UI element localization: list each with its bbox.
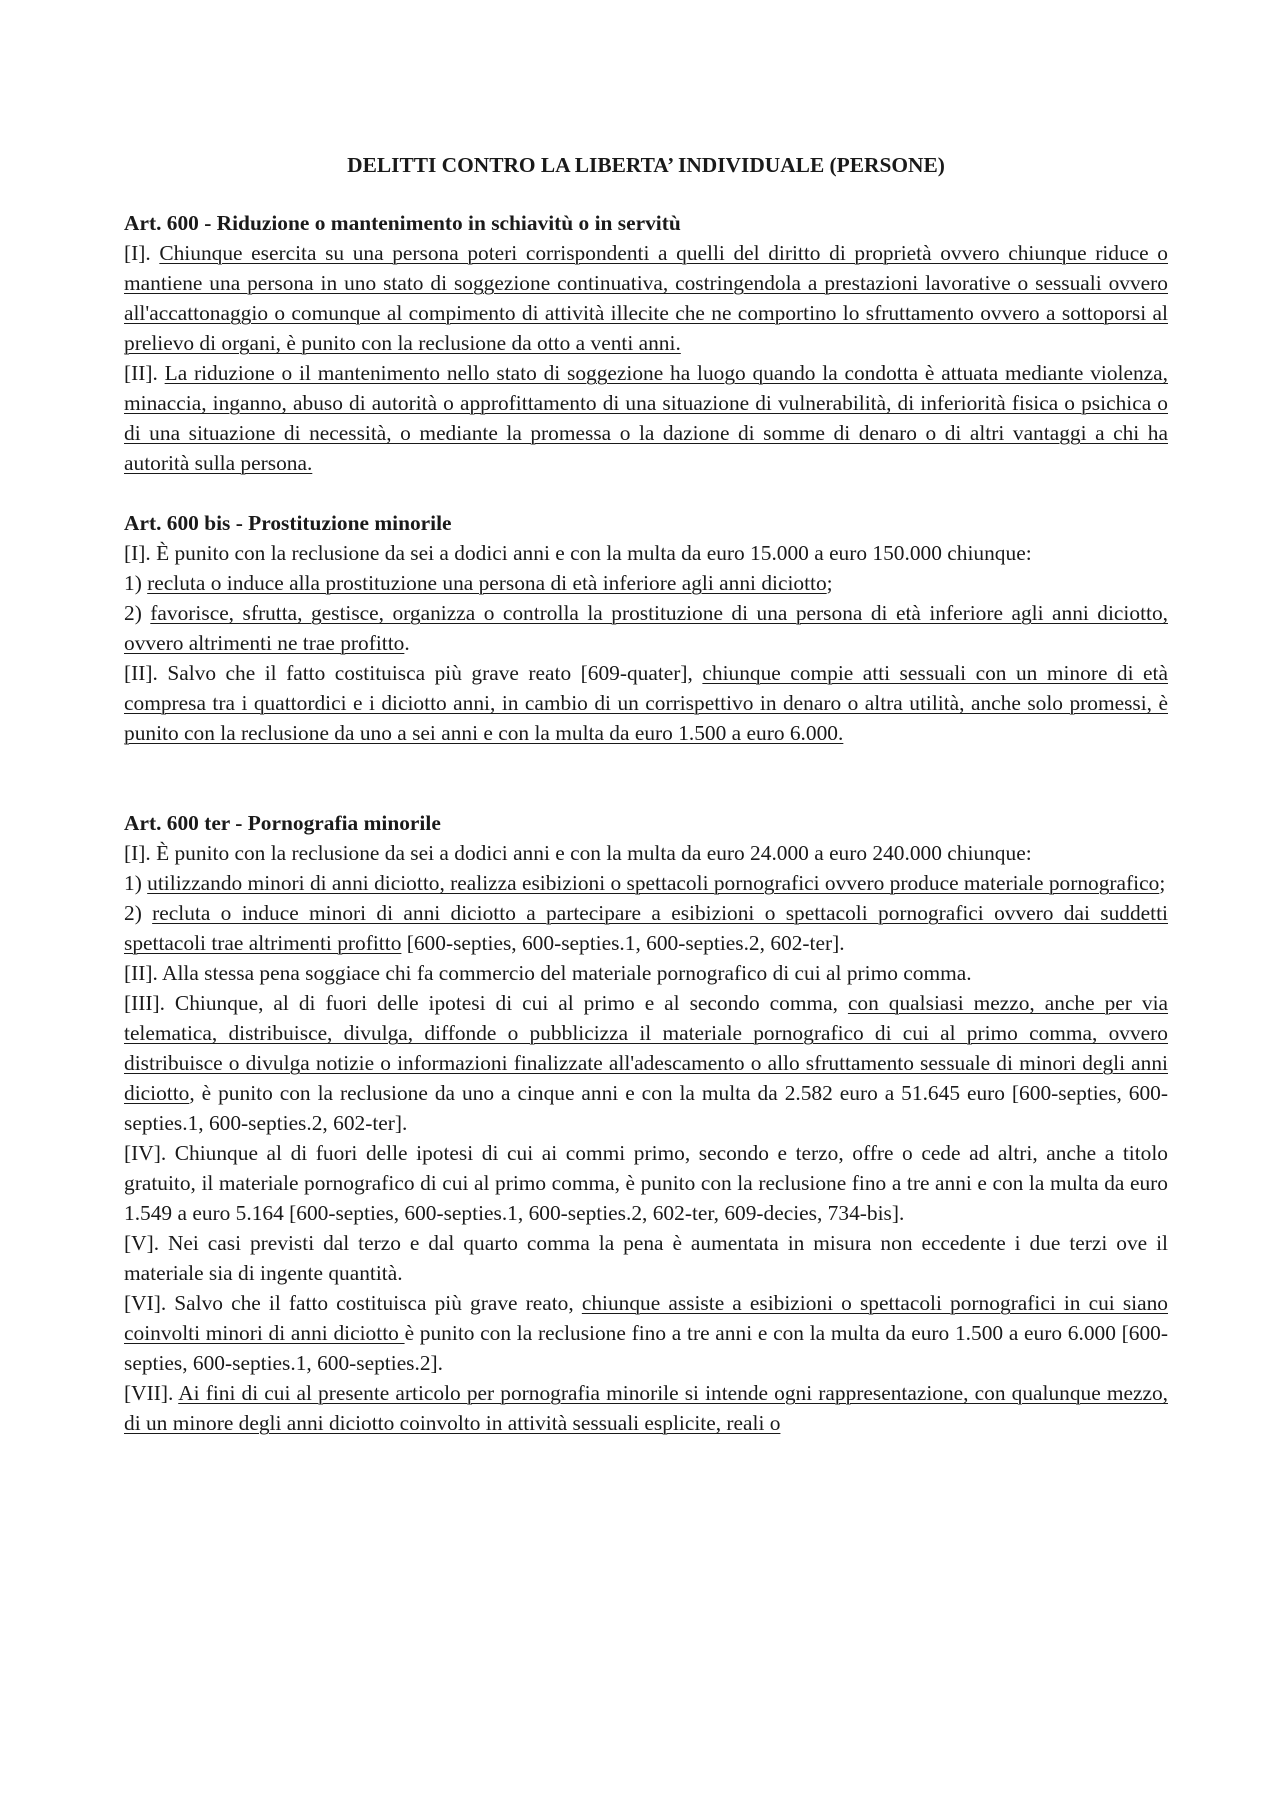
paragraph-label: [II]. [124,361,165,385]
underlined-text: utilizzando minori di anni diciotto, realizza esibizioni o spettacoli pornografici ovvero produce materiale pornografico [147,871,1160,895]
list-item-label: 2) [124,901,153,925]
underlined-text: Chiunque esercita su una persona poteri corrispondenti a quelli del diritto di proprietà ovvero chiunque riduce o mantiene una persona in uno stato di soggezione continuativa, costringendola a prestazioni lavorative o sessuali ovvero all'accattonaggio o comunque al compimento di attività illecite che ne comportino lo sfruttamento ovvero a sottoporsi al prelievo di organi, è punito con la reclusione da otto a venti anni. [124,241,1168,355]
document-title: DELITTI CONTRO LA LIBERTA’ INDIVIDUALE (PERSONE) [347,153,945,177]
paragraph [124,358,1168,478]
paragraph: [V]. Nei casi previsti dal terzo e dal quarto comma la pena è aumentata in misura non eccedente i due terzi ove il materiale sia di ingente quantità. [124,1231,1168,1285]
text: , è punito con la reclusione da uno a cinque anni e con la multa da 2.582 euro a 51.645 euro [600-septies, 600-septies.1, 600-septies.2, 602-ter]. [124,1081,1168,1135]
list-item [124,898,1168,958]
paragraph-label: [I]. [124,241,160,265]
article-600 [124,208,1168,478]
paragraph [124,1288,1168,1378]
underlined-text: recluta o induce alla prostituzione una persona di età inferiore agli anni diciotto [147,571,827,595]
text: ; [1159,871,1166,895]
paragraph: [I]. È punito con la reclusione da sei a dodici anni e con la multa da euro 24.000 a euro 240.000 chiunque: [124,841,1032,865]
list-item [124,568,1168,598]
text: [II]. Salvo che il fatto costituisca più grave reato [609-quater], [124,661,703,685]
underlined-text: La riduzione o il mantenimento nello stato di soggezione ha luogo quando la condotta è attuata mediante violenza, minaccia, inganno, abuso di autorità o approfittamento di una situazione di vulnerabilità, di inferiorità fisica o psichica o di una situazione di necessità, o mediante la promessa o la dazione di somme di denaro o di altri vantaggi a chi ha autorità sulla persona. [124,361,1168,475]
underlined-text: chiunque compie atti sessuali con un minore di età compresa tra i quattordici e i diciotto anni, in cambio di un corrispettivo in denaro o altra utilità, anche solo promessi, è punito con la reclusione da uno a sei anni e con la multa da euro 1.500 a euro 6.000. [124,661,1168,745]
underlined-text: favorisce, sfrutta, gestisce, organizza o controlla la prostituzione di una persona di età inferiore agli anni diciotto, ovvero altrimenti ne trae profitto [124,601,1168,655]
paragraph: [I]. È punito con la reclusione da sei a dodici anni e con la multa da euro 15.000 a euro 150.000 chiunque: [124,541,1032,565]
text: ; [826,571,833,595]
underlined-text: recluta o induce minori di anni diciotto a partecipare a esibizioni o spettacoli pornografici ovvero dai suddetti spettacoli trae altrimenti profitto [124,901,1168,955]
list-item-label: 1) [124,571,148,595]
text: [600-septies, 600-septies.1, 600-septies.2, 602-ter]. [401,931,845,955]
paragraph: [II]. Alla stessa pena soggiace chi fa commercio del materiale pornografico di cui al primo comma. [124,961,972,985]
list-item-label: 1) [124,871,148,895]
article-600-ter [124,808,1168,1438]
paragraph [124,988,1168,1138]
underlined-text: Ai fini di cui al presente articolo per pornografia minorile si intende ogni rappresentazione, con qualunque mezzo, di un minore degli anni diciotto coinvolto in attività sessuali esplicite, reali o [124,1381,1168,1435]
list-item [124,598,1168,658]
list-item-label: 2) [124,601,151,625]
paragraph [124,1378,1168,1438]
article-heading: Art. 600 ter - Pornografia minorile [124,811,441,835]
text: [VI]. Salvo che il fatto costituisca più grave reato, [124,1291,582,1315]
text: . [404,631,410,655]
spacer [124,748,1168,808]
underlined-text: chiunque assiste a esibizioni o spettacoli pornografici in cui siano coinvolti minori di anni diciotto [124,1291,1168,1345]
spacer [124,478,1168,508]
document-page [124,150,1168,1438]
article-heading: Art. 600 bis - Prostituzione minorile [124,511,452,535]
list-item [124,868,1168,898]
article-heading: Art. 600 - Riduzione o mantenimento in schiavitù o in servitù [124,211,681,235]
underlined-text: con qualsiasi mezzo, anche per via telematica, distribuisce, divulga, diffonde o pubblicizza il materiale pornografico di cui al primo comma, ovvero distribuisce o divulga notizie o informazioni finalizzate all'adescamento o allo sfruttamento sessuale di minori degli anni diciotto [124,991,1169,1105]
article-600-bis [124,508,1168,748]
text: è punito con la reclusione fino a tre anni e con la multa da euro 1.500 a euro 6.000 [600-septies, 600-septies.1, 600-septies.2]. [124,1321,1168,1375]
paragraph: [IV]. Chiunque al di fuori delle ipotesi di cui ai commi primo, secondo e terzo, offre o cede ad altri, anche a titolo gratuito, il materiale pornografico di cui al primo comma, è punito con la reclusione fino a tre anni e con la multa da euro 1.549 a euro 5.164 [600-septies, 600-septies.1, 600-septies.2, 602-ter, 609-decies, 734-bis]. [124,1141,1168,1225]
paragraph-label: [VII]. [124,1381,179,1405]
paragraph [124,658,1168,748]
paragraph [124,238,1168,358]
text: [III]. Chiunque, al di fuori delle ipotesi di cui al primo e al secondo comma, [124,991,848,1015]
